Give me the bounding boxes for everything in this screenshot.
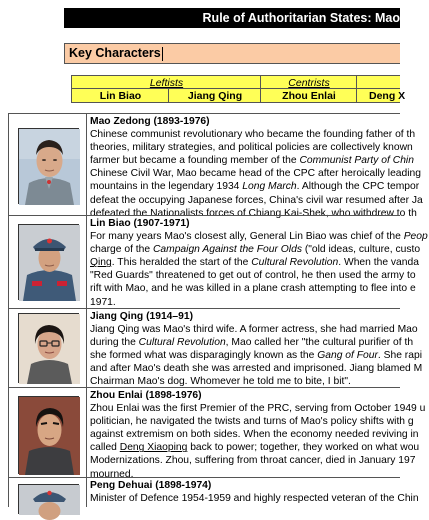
bio-text [90, 310, 423, 389]
bio-line: mourned. [90, 468, 134, 480]
portrait-image [18, 396, 79, 474]
category-leftists: Leftists [71, 76, 261, 88]
portrait-image [18, 313, 79, 383]
bio-line: rift with Mao, and he was killed in a plane crash attempting to flee into e [90, 283, 416, 295]
bio-row-peng-dehuai [8, 477, 419, 507]
photo-cell [8, 478, 87, 507]
bio-name: Jiang Qing (1914–91) [90, 311, 194, 322]
photo-cell [8, 309, 87, 387]
bio-name: Peng Dehuai (1898-1974) [90, 480, 212, 491]
bio-line: Chairman Mao's dog. Whomever he told me to bite, I bit". [90, 376, 351, 388]
name-cell: Deng X [356, 89, 429, 102]
photo-cell [8, 388, 87, 477]
name-cell: Zhou Enlai [260, 89, 357, 102]
photo-cell [8, 216, 87, 308]
bio-name: Lin Biao (1907-1971) [90, 218, 190, 229]
section-heading: Key Characters [69, 46, 161, 60]
bio-row-mao [8, 113, 423, 219]
photo-cell [8, 114, 87, 215]
bio-line: Chinese communist revolutionary who became the founding father of th [90, 129, 416, 141]
bio-body [90, 230, 428, 309]
bio-line: defeat the occupying Japanese forces, China's civil war resumed after Ja [90, 194, 423, 206]
bio-text [90, 389, 426, 481]
bio-line: Modernizations. Zhou, suffering from throat cancer, died in January 197 [90, 455, 416, 467]
bio-line: she formed what was disparagingly known as the Gang of Four. She rapi [90, 350, 422, 362]
text-cursor [162, 47, 163, 61]
bio-line: Jiang Qing was Mao's third wife. A former actress, she had married Mao [90, 324, 418, 336]
document-title-banner [64, 8, 400, 28]
document-title: Rule of Authoritarian States: Mao [202, 11, 400, 25]
bio-row-lin-biao [8, 215, 428, 308]
section-heading-box[interactable] [64, 43, 400, 64]
bio-line: farmer but became a founding member of the Communist Party of Chin [90, 155, 414, 167]
portrait-image [18, 128, 79, 204]
bio-line: defeated the Nationalists forces of Chiang Kai-Shek, who withdrew to th [90, 207, 417, 219]
bio-row-jiang-qing [8, 308, 423, 388]
bio-body [90, 402, 426, 481]
bio-line: theories, military strategies, and political policies are collectively known [90, 142, 413, 154]
portrait-image [18, 224, 79, 300]
bio-name: Mao Zedong (1893-1976) [90, 116, 210, 127]
bio-line: called Deng Xiaoping back to power; together, they worked on what wou [90, 442, 420, 454]
bio-body [90, 128, 423, 220]
name-cell: Jiang Qing [168, 89, 261, 102]
bio-line: For many years Mao's closest ally, General Lin Biao was chief of the Peop [90, 231, 428, 243]
name-cell: Lin Biao [71, 89, 169, 102]
bio-line: Chinese Civil War, Mao became head of the CPC after heroically leading [90, 168, 421, 180]
bio-line: against extremism on both sides. When the economy needed reviving in [90, 429, 419, 441]
bio-line: Zhou Enlai was the first Premier of the PRC, serving from October 1949 u [90, 403, 426, 415]
bio-line: during the Cultural Revolution, Mao called her "the cultural purifier of th [90, 337, 414, 349]
bio-line: and after Mao's death she was arrested and imprisoned. Jiang blamed M [90, 363, 423, 375]
category-empty [356, 76, 417, 88]
bio-body [90, 492, 419, 505]
category-centrists: Centrists [260, 76, 357, 88]
bio-line: mountains in the legendary 1934 Long March. Although the CPC tempor [90, 181, 420, 193]
bio-line: Qing. This heralded the start of the Cultural Revolution. When the vanda [90, 257, 419, 269]
bio-text [90, 217, 428, 309]
bio-line: Minister of Defence 1954-1959 and highly respected veteran of the Chin [90, 493, 419, 505]
bio-name: Zhou Enlai (1898-1976) [90, 390, 202, 401]
bio-text [90, 115, 423, 220]
portrait-image [18, 484, 79, 514]
bio-line: "Red Guards" threatened to get out of control, he then used the army to [90, 270, 416, 282]
bio-line: 1971. [90, 296, 116, 308]
character-names-row [71, 89, 406, 103]
bio-text [90, 479, 419, 505]
category-header-row [71, 75, 400, 89]
bio-line: politician, he navigated the twists and turns of Mao's policy shifts with g [90, 416, 414, 428]
bio-row-zhou-enlai [8, 387, 426, 480]
bio-line: charge of the Campaign Against the Four Olds ("old ideas, culture, custo [90, 244, 421, 256]
bio-body [90, 323, 423, 388]
